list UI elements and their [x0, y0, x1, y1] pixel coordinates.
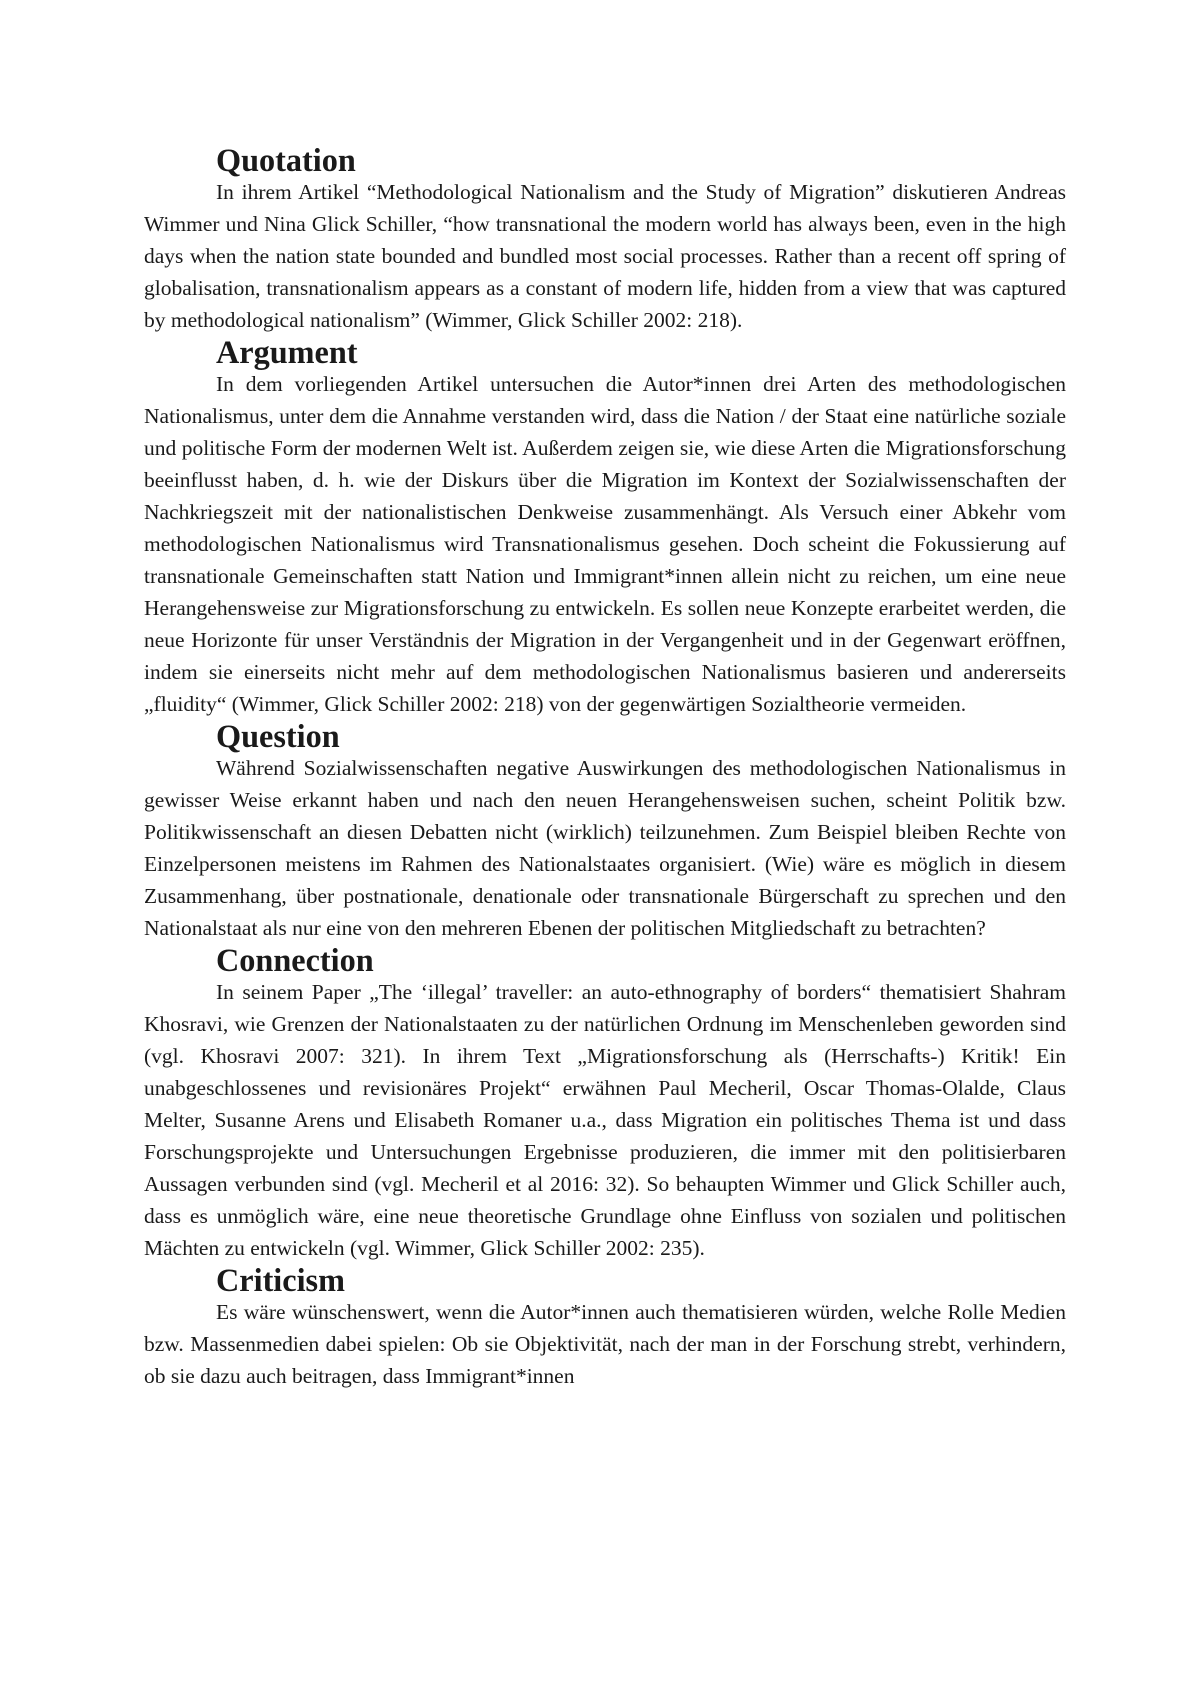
paragraph-criticism: Es wäre wünschenswert, wenn die Autor*innen auch thematisieren würden, welche Rolle Medien bzw. Massenmedien dabei spielen: Ob sie Objektivität, nach der man in der Forschung strebt, verhindern, ob sie dazu auch beitragen, dass Immigrant*innen [144, 1300, 1066, 1388]
heading-criticism: Criticism [216, 1262, 345, 1298]
document-page [144, 144, 1066, 1392]
heading-argument: Argument [216, 334, 358, 370]
paragraph-question: Während Sozialwissenschaften negative Auswirkungen des methodologischen Nationalismus in gewisser Weise erkannt haben und nach den neuen Herangehensweisen suchen, scheint Politik bzw. Politikwissenschaft an diesen Debatten nicht (wirklich) teilzunehmen. Zum Beispiel bleiben Rechte von Einzelpersonen meistens im Rahmen des Nationalstaates organisiert. (Wie) wäre es möglich in diesem Zusammenhang, über postnationale, denationale oder transnationale Bürgerschaft zu sprechen und den Nationalstaat als nur eine von den mehreren Ebenen der politischen Mitgliedschaft zu betrachten? [144, 756, 1066, 940]
paragraph-quotation: In ihrem Artikel “Methodological Nationalism and the Study of Migration” diskutieren Andreas Wimmer und Nina Glick Schiller, “how transnational the modern world has always been, even in the high days when the nation state bounded and bundled most social processes. Rather than a recent off spring of globalisation, transnationalism appears as a constant of modern life, hidden from a view that was captured by methodological nationalism” (Wimmer, Glick Schiller 2002: 218). [144, 180, 1066, 332]
heading-quotation: Quotation [216, 142, 356, 178]
paragraph-connection: In seinem Paper „The ‘illegal’ traveller: an auto-ethnography of borders“ thematisiert Shahram Khosravi, wie Grenzen der Nationalstaaten zu der natürlichen Ordnung im Menschenleben geworden sind (vgl. Khosravi 2007: 321). In ihrem Text „Migrationsforschung als (Herrschafts-) Kritik! Ein unabgeschlossenes und revisionäres Projekt“ erwähnen Paul Mecheril, Oscar Thomas-Olalde, Claus Melter, Susanne Arens und Elisabeth Romaner u.a., dass Migration ein politisches Thema ist und dass Forschungsprojekte und Untersuchungen Ergebnisse produzieren, die immer mit den politisierbaren Aussagen verbunden sind (vgl. Mecheril et al 2016: 32). So behaupten Wimmer und Glick Schiller auch, dass es unmöglich wäre, eine neue theoretische Grundlage ohne Einfluss von sozialen und politischen Mächten zu entwickeln (vgl. Wimmer, Glick Schiller 2002: 235). [144, 980, 1066, 1260]
heading-question: Question [216, 718, 340, 754]
paragraph-argument: In dem vorliegenden Artikel untersuchen die Autor*innen drei Arten des methodologischen Nationalismus, unter dem die Annahme verstanden wird, dass die Nation / der Staat eine natürliche soziale und politische Form der modernen Welt ist. Außerdem zeigen sie, wie diese Arten die Migrationsforschung beeinflusst haben, d. h. wie der Diskurs über die Migration im Kontext der Sozialwissenschaften der Nachkriegszeit mit der nationalistischen Denkweise zusammenhängt. Als Versuch einer Abkehr vom methodologischen Nationalismus wird Transnationalismus gesehen. Doch scheint die Fokussierung auf transnationale Gemeinschaften statt Nation und Immigrant*innen allein nicht zu reichen, um eine neue Herangehensweise zur Migrationsforschung zu entwickeln. Es sollen neue Konzepte erarbeitet werden, die neue Horizonte für unser Verständnis der Migration in der Vergangenheit und in der Gegenwart eröffnen, indem sie einerseits nicht mehr auf dem methodologischen Nationalismus basieren und andererseits „fluidity“ (Wimmer, Glick Schiller 2002: 218) von der gegenwärtigen Sozialtheorie vermeiden. [144, 372, 1066, 716]
heading-connection: Connection [216, 942, 374, 978]
